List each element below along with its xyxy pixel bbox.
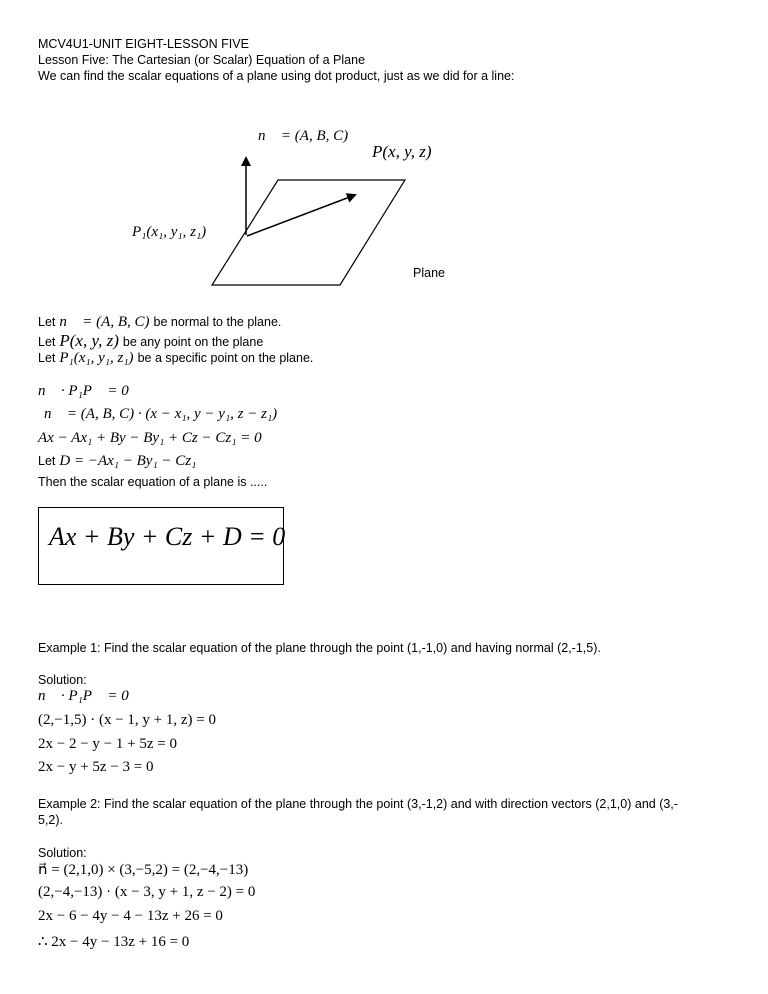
example-2-step: 2x − 6 − 4y − 4 − 13z + 26 = 0 [38, 908, 223, 924]
p1-label: P₁(x₁, y₁, z₁) [132, 224, 207, 240]
point-label: P(x, y, z) [372, 142, 432, 161]
example-2-solution-label: Solution: [38, 846, 87, 860]
definition-math: P(x, y, z) [59, 331, 119, 350]
definition-prefix: Let [38, 351, 56, 365]
derivation-step: n⃗ = (A, B, C) · (x − x₁, y − y₁, z − z₁) [44, 406, 278, 422]
definition-math: P₁(x₁, y₁, z₁) [59, 350, 134, 366]
example-2-step: ∴ 2x − 4y − 13z + 16 = 0 [38, 934, 190, 950]
definition-item [38, 331, 263, 351]
example-1-question: Example 1: Find the scalar equation of the plane through the point (1,-1,0) and having normal (2,-1,5). [38, 641, 601, 655]
let-d-line [38, 452, 196, 470]
example-1-step: (2,−1,5) · (x − 1, y + 1, z) = 0 [38, 712, 216, 728]
then-text: Then the scalar equation of a plane is ..... [38, 475, 268, 489]
example-2-question-line1: Example 2: Find the scalar equation of the plane through the point (3,-1,2) and with direction vectors (2,1,0) and (3,- [38, 797, 678, 811]
definition-text: be a specific point on the plane. [137, 351, 314, 365]
example-2-step: (2,−4,−13) · (x − 3, y + 1, z − 2) = 0 [38, 884, 256, 900]
plane-diagram [0, 0, 768, 300]
definition-item [38, 349, 313, 367]
definition-prefix: Let [38, 335, 56, 349]
let-d-math: D = −Ax₁ − By₁ − Cz₁ [59, 453, 197, 469]
plane-label: Plane [413, 266, 445, 280]
intro-text: We can find the scalar equations of a plane using dot product, just as we did for a line: [38, 69, 515, 83]
definition-math: n⃗ = (A, B, C) [59, 314, 150, 330]
definition-text: be any point on the plane [122, 335, 264, 349]
derivation-step: n⃗ · P₁P⃗ = 0 [38, 383, 129, 399]
lesson-title: Lesson Five: The Cartesian (or Scalar) Equation of a Plane [38, 53, 366, 67]
definition-item [38, 313, 281, 331]
scalar-equation: Ax + By + Cz + D = 0 [49, 522, 286, 551]
definition-text: be normal to the plane. [153, 315, 282, 329]
example-2-question-line2: 5,2). [38, 813, 64, 827]
example-1-step: n⃗ · P₁P⃗ = 0 [38, 688, 129, 704]
course-title: MCV4U1-UNIT EIGHT-LESSON FIVE [38, 37, 249, 51]
scalar-equation-box [38, 507, 284, 585]
example-1-step: 2x − 2 − y − 1 + 5z = 0 [38, 736, 177, 752]
point-vector-arrow [247, 195, 355, 236]
example-1-step: 2x − y + 5z − 3 = 0 [38, 759, 154, 775]
example-2-step: n⃗ = (2,1,0) × (3,−5,2) = (2,−4,−13) [38, 862, 249, 878]
example-1-solution-label: Solution: [38, 673, 87, 687]
normal-label: n⃗ = (A, B, C) [258, 128, 349, 144]
derivation-step: Ax − Ax₁ + By − By₁ + Cz − Cz₁ = 0 [38, 430, 262, 446]
definition-prefix: Let [38, 315, 56, 329]
plane-parallelogram [212, 180, 405, 285]
let-d-prefix: Let [38, 454, 56, 468]
